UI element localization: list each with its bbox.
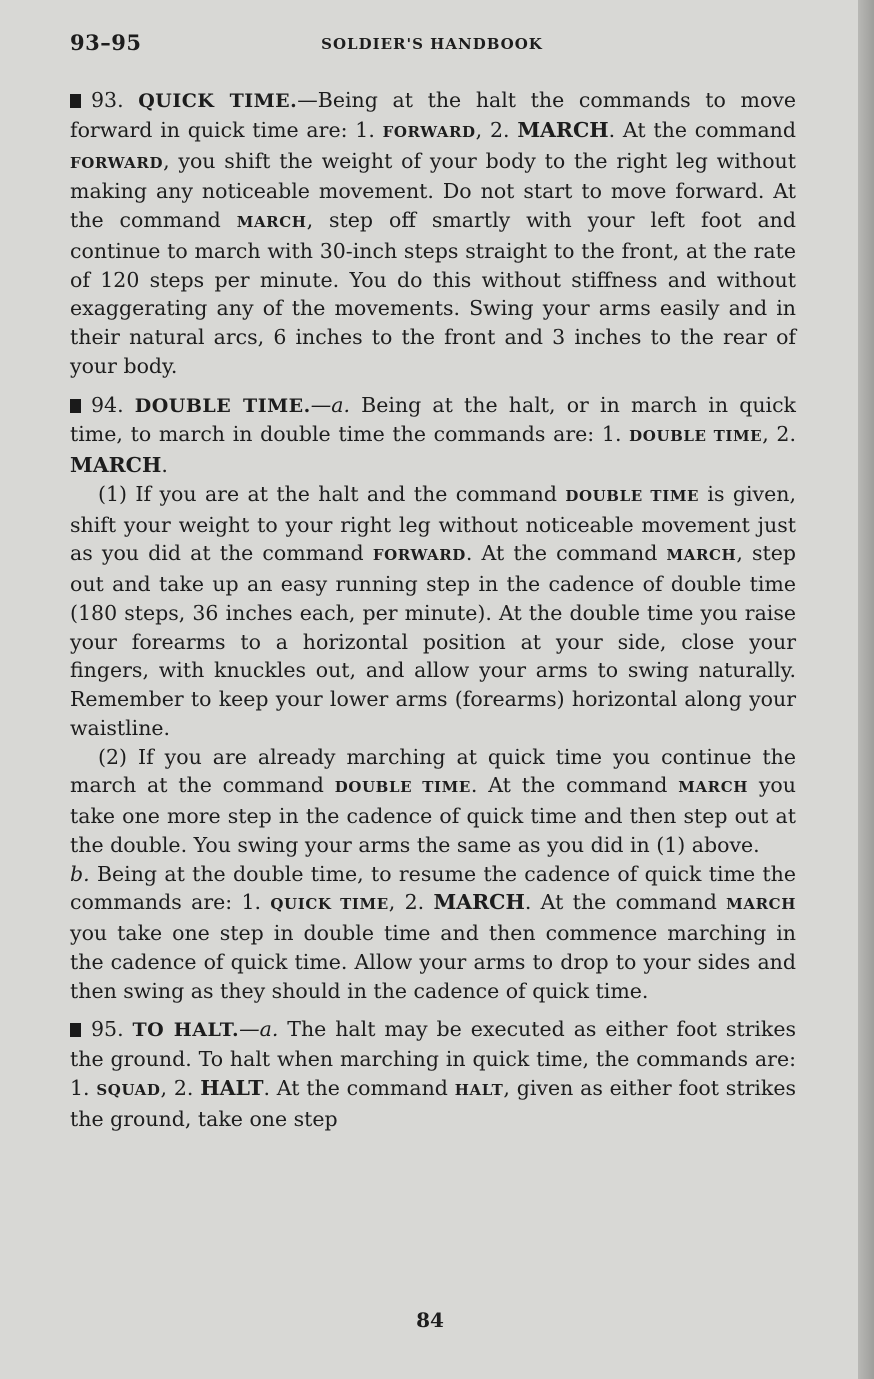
text-run: . At the command xyxy=(470,773,679,798)
body-text xyxy=(70,86,796,1133)
command-word: SQUAD xyxy=(96,1080,161,1099)
section-heading: TO HALT. xyxy=(132,1019,240,1042)
command-word: HALT xyxy=(200,1075,264,1100)
command-word: HALT xyxy=(454,1080,504,1099)
text-run: . At the command xyxy=(608,117,796,142)
command-word: MARCH xyxy=(678,778,749,797)
command-word: MARCH xyxy=(433,890,525,915)
section-number: 93. xyxy=(91,88,139,112)
paragraph-94-1 xyxy=(70,480,796,743)
text-run: , you shift the weight of your body to the right leg without making any noticeable movement. Do not start to move forward. At the command xyxy=(70,148,796,232)
subsection-letter: b. xyxy=(70,861,97,886)
text-run: . xyxy=(161,453,168,477)
subsection-letter: —a. xyxy=(310,392,362,417)
text-run: Being at the double time, to resume the cadence of quick time the commands are: 1. xyxy=(70,861,796,915)
command-word: DOUBLE TIME xyxy=(565,486,700,505)
command-word: MARCH xyxy=(517,117,609,142)
page-edge xyxy=(858,0,874,1379)
command-word: FORWARD xyxy=(372,546,466,565)
text-run: —Being at the halt the commands to move forward in quick time are: 1. xyxy=(70,88,796,142)
text-run: , 2. xyxy=(160,1075,201,1100)
text-run: . At the command xyxy=(465,541,667,566)
section-heading: DOUBLE TIME. xyxy=(134,394,311,417)
paragraph-94-2 xyxy=(70,743,796,860)
section-marker-icon xyxy=(70,94,81,108)
text-run: (1) If you are at the halt and the command xyxy=(98,481,566,506)
command-word: QUICK TIME xyxy=(270,895,389,914)
section-number: 95. xyxy=(91,1017,133,1042)
command-word: MARCH xyxy=(70,453,162,477)
text-run: . At the command xyxy=(524,890,727,915)
page-number: 84 xyxy=(416,1308,444,1332)
paragraph-94 xyxy=(70,391,796,480)
command-word: DOUBLE TIME xyxy=(334,778,471,797)
text-run: you take one step in double time and then commence marching in the cadence of quick time. Allow your arms to drop to your sides and then swing as they should in the cadence of quick time. xyxy=(70,921,796,1003)
command-word: MARCH xyxy=(726,895,796,914)
text-run: , step off smartly with your left foot and continue to march with 30-inch steps straight to the front, at the rate of 120 steps per minute. You do this without stiffness and without exaggerating any of the movements. Swing your arms easily and in their natural arcs, 6 inches to the front and 3 inches to the rear of your body. xyxy=(70,208,797,378)
text-run: The halt may be executed as either foot strikes the ground. To halt when marching in quick time, the commands are: 1. xyxy=(70,1017,797,1100)
text-run: Being at the halt, or in march in quick time, to march in double time the commands are: 1. xyxy=(70,392,796,447)
command-word: MARCH xyxy=(236,213,307,231)
subsection-letter: —a. xyxy=(239,1017,288,1042)
text-run: , step out and take up an easy running step in the cadence of double time (180 steps, 36 inches each, per minute). At the double time you raise your forearms to a horizontal position at your side, close your fingers, with knuckles out, and allow your arms to swing naturally. Remember to keep your lower arms (forearms) horizontal along your waistline. xyxy=(70,541,797,740)
paragraph-94-b xyxy=(70,860,796,1006)
section-number: 94. xyxy=(91,392,135,417)
text-run: , 2. xyxy=(762,422,796,447)
section-heading: QUICK TIME. xyxy=(138,90,298,112)
running-head xyxy=(70,30,794,58)
command-word: FORWARD xyxy=(382,122,476,141)
section-marker-icon xyxy=(70,399,81,413)
running-title: SOLDIER'S HANDBOOK xyxy=(321,35,543,53)
text-run: is given, shift your weight to your right leg without noticeable movement just as you did at the command xyxy=(70,481,796,566)
text-run: , 2. xyxy=(388,890,434,915)
command-word: FORWARD xyxy=(70,153,164,172)
command-word: MARCH xyxy=(666,546,737,565)
text-run: you take one more step in the cadence of quick time and then step out at the double. You swing your arms the same as you did in (1) above. xyxy=(70,773,796,857)
paragraph-95 xyxy=(70,1015,796,1133)
command-word: DOUBLE TIME xyxy=(629,427,763,446)
paragraph-93 xyxy=(70,86,796,381)
page-range: 93–95 xyxy=(70,30,142,55)
text-run: (2) If you are already marching at quick time you continue the march at the command xyxy=(70,744,796,798)
section-marker-icon xyxy=(70,1023,81,1037)
text-run: , 2. xyxy=(475,117,518,142)
text-run: . At the command xyxy=(263,1075,455,1100)
text-run: , given as either foot strikes the ground, take one step xyxy=(70,1075,797,1131)
